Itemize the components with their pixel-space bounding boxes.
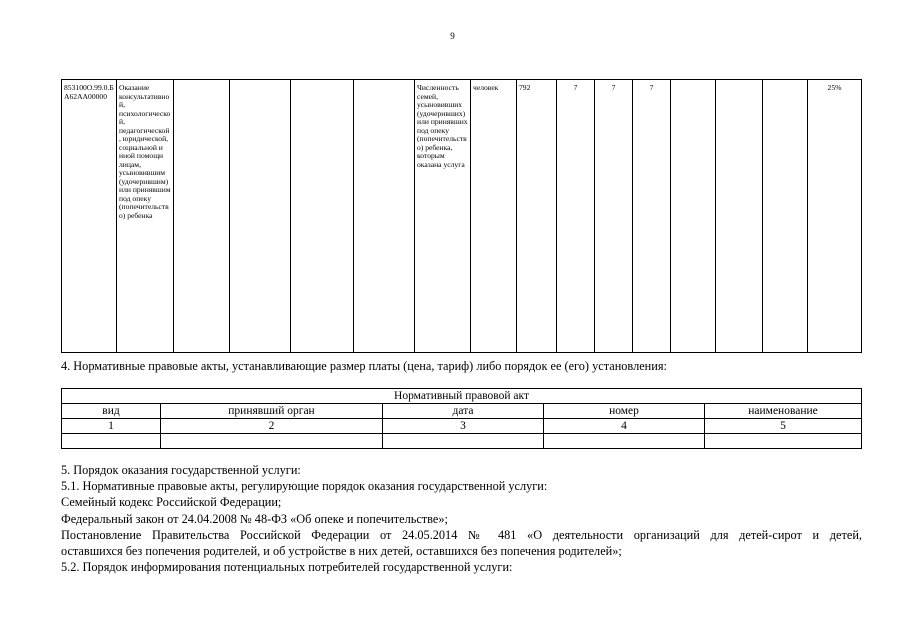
service-name-cell: Оказание консультативной, психологической, педагогической, юридической, социальной и иной помощи лицам, усыновившим (удочерившим) или принявшим под опеку (попечительство) ребенка [117, 80, 174, 353]
empty-cell [161, 434, 383, 449]
column-numbers-row [62, 419, 862, 434]
section5-2-heading: 5.2. Порядок информирования потенциальных потребителей государственной услуги: [61, 560, 513, 575]
unit-name-cell: человек [471, 80, 517, 353]
column-header: дата [383, 404, 544, 419]
legal-act-line: Семейный кодекс Российской Федерации; [61, 495, 282, 510]
registry-code-cell: 853100О.99.0.БА62АА00000 [62, 80, 117, 353]
section5-body [61, 462, 862, 575]
table-header-row [62, 389, 862, 404]
empty-cell [354, 80, 415, 353]
empty-cell [716, 80, 763, 353]
empty-cell [291, 80, 354, 353]
value-year2-cell: 7 [595, 80, 633, 353]
indicator-name-cell: Численность семей, усыновивших (удочеривших) или принявших под опеку (попечительство) ребенка, которым оказана услуга [415, 80, 471, 353]
legal-acts-table [61, 388, 862, 449]
column-header: наименование [705, 404, 862, 419]
column-headers-row [62, 404, 862, 419]
service-indicators-table [61, 79, 862, 353]
empty-cell [544, 434, 705, 449]
column-number: 1 [62, 419, 161, 434]
value-year3-cell: 7 [633, 80, 671, 353]
empty-cell [174, 80, 230, 353]
empty-cell [62, 434, 161, 449]
section4-heading: 4. Нормативные правовые акты, устанавливающие размер платы (цена, тариф) либо порядок ее (его) установления: [61, 359, 667, 373]
column-number: 4 [544, 419, 705, 434]
empty-cell [705, 434, 862, 449]
page-number: 9 [450, 31, 455, 41]
table-row [62, 80, 862, 353]
column-header: вид [62, 404, 161, 419]
deviation-cell: 25% [808, 80, 862, 353]
legal-act-line: Постановление Правительства Российской Федерации от 24.05.2014 № 481 «О деятельности организаций для детей-сирот и детей, [61, 527, 862, 542]
column-header: номер [544, 404, 705, 419]
table-title: Нормативный правовой акт [62, 389, 862, 404]
legal-act-line: оставшихся без попечения родителей, и об устройстве в них детей, оставшихся без попечения родителей»; [61, 544, 622, 559]
value-year1-cell: 7 [557, 80, 595, 353]
empty-cell [230, 80, 291, 353]
column-number: 5 [705, 419, 862, 434]
empty-cell [763, 80, 808, 353]
empty-cell [383, 434, 544, 449]
section5-1-heading: 5.1. Нормативные правовые акты, регулирующие порядок оказания государственной услуги: [61, 479, 548, 494]
column-number: 2 [161, 419, 383, 434]
table-row [62, 434, 862, 449]
legal-act-line: Федеральный закон от 24.04.2008 № 48-ФЗ «Об опеке и попечительстве»; [61, 511, 448, 526]
empty-cell [671, 80, 716, 353]
column-number: 3 [383, 419, 544, 434]
section5-heading: 5. Порядок оказания государственной услуги: [61, 463, 301, 477]
column-header: принявший орган [161, 404, 383, 419]
okei-code-cell: 792 [517, 80, 557, 353]
